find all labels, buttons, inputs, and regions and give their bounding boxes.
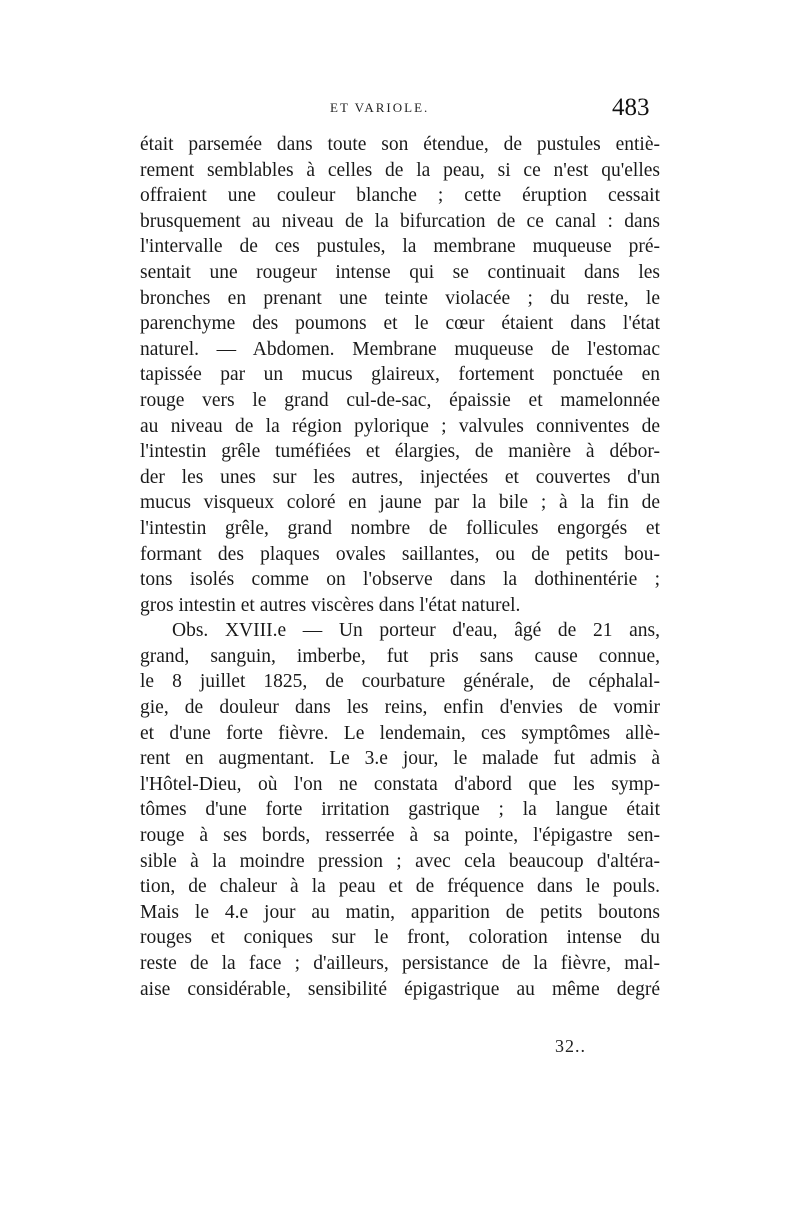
text-line: offraient une couleur blanche ; cette éruption cessait [140,185,660,207]
running-head [0,94,800,130]
text-line: l'intervalle de ces pustules, la membrane muqueuse pré- [140,236,660,258]
text-line: parenchyme des poumons et le cœur étaient dans l'état [140,313,660,335]
text-line: tons isolés comme on l'observe dans la dothinentérie ; [140,569,660,591]
text-line: et d'une forte fièvre. Le lendemain, ces symptômes allè- [140,722,660,744]
text-line: reste de la face ; d'ailleurs, persistance de la fièvre, mal- [140,953,660,974]
text-line: brusquement au niveau de la bifurcation de ce canal : dans [140,210,660,232]
text-line: sible à la moindre pression ; avec cela beaucoup d'altéra- [140,850,660,872]
text-line: était parsemée dans toute son étendue, de pustules entiè- [140,134,660,155]
text-line: tapissée par un mucus glaireux, fortement ponctuée en [140,364,660,386]
text-line: tômes d'une forte irritation gastrique ; la langue était [140,799,660,821]
text-line: rent en augmentant. Le 3.e jour, le malade fut admis à [140,748,660,770]
text-line: tion, de chaleur à la peau et de fréquence dans le pouls. [140,876,660,898]
text-line: formant des plaques ovales saillantes, ou de petits bou- [140,543,660,565]
text-line: le 8 juillet 1825, de courbature générale, de céphalal- [140,671,660,693]
text-line: aise considérable, sensibilité épigastrique au même degré [140,978,660,1000]
text-line: Mais le 4.e jour au matin, apparition de petits boutons [140,901,660,923]
paragraph-end-line: gros intestin et autres viscères dans l'état naturel. [140,594,521,616]
text-line: der les unes sur les autres, injectées et couvertes d'un [140,466,660,488]
text-line: naturel. — Abdomen. Membrane muqueuse de l'estomac [140,338,660,360]
body-text [140,132,660,1002]
text-line: grand, sanguin, imberbe, fut pris sans cause connue, [140,645,660,667]
text-line: gie, de douleur dans les reins, enfin d'envies de vomir [140,697,660,719]
text-line: au niveau de la région pylorique ; valvules conniventes de [140,415,660,437]
page-number: 483 [612,94,650,121]
text-line: l'Hôtel-Dieu, où l'on ne constata d'abord que les symp- [140,773,660,795]
text-line: rement semblables à celles de la peau, si ce n'est qu'elles [140,159,660,181]
text-line: rouge à ses bords, resserrée à sa pointe, l'épigastre sen- [140,825,660,847]
observation-start-line: Obs. XVIII.e — Un porteur d'eau, âgé de 21 ans, [172,620,660,642]
text-line: rouge vers le grand cul-de-sac, épaissie et mamelonnée [140,389,660,411]
text-line: rouges et coniques sur le front, coloration intense du [140,927,660,949]
text-line: bronches en prenant une teinte violacée ; du reste, le [140,287,660,309]
printer-signature-mark: 32.. [555,1036,586,1056]
text-line: sentait une rougeur intense qui se continuait dans les [140,261,660,283]
text-line: mucus visqueux coloré en jaune par la bile ; à la fin de [140,492,660,514]
text-line: l'intestin grêle, grand nombre de follicules engorgés et [140,517,660,539]
running-title: ET VARIOLE. [330,100,430,115]
text-line: l'intestin grêle tuméfiées et élargies, de manière à débor- [140,441,660,463]
